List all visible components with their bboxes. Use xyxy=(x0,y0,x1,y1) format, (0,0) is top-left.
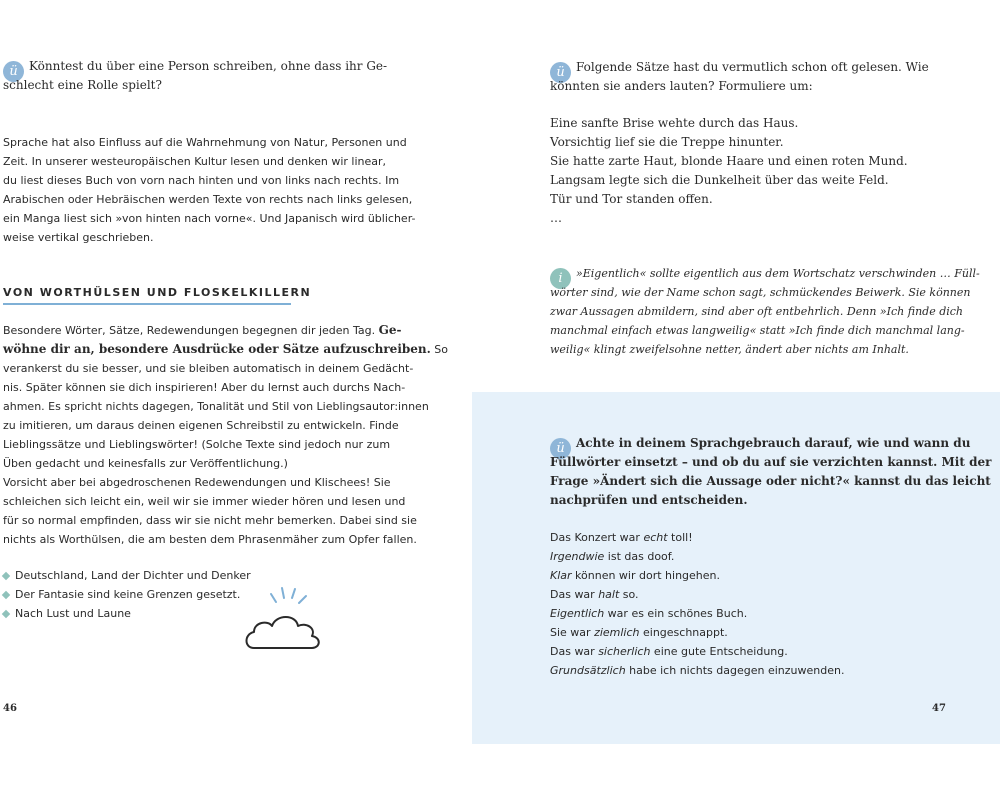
list-item: Grundsätzlich habe ich nichts dagegen einzuwenden. xyxy=(550,664,845,677)
cliche-list xyxy=(0,566,251,623)
list-item: Langsam legte sich die Dunkelheit über das weite Feld. xyxy=(550,173,889,187)
intro-paragraph: Sprache hat also Einfluss auf die Wahrnehmung von Natur, Personen und Zeit. In unserer westeuropäischen Kultur lesen und denken wir linear, du liest dieses Buch von vorn nach hinten und von links nach rechts. Im Arabischen oder Hebräischen werden Texte von rechts nach links gelesen, ein Manga liest sich »von hinten nach vorne«. Und Japanisch wird üblicher- weise vertikal geschrieben. xyxy=(3,136,416,244)
list-item: Das war sicherlich eine gute Entscheidung. xyxy=(550,645,788,658)
section-heading: VON WORTHÜLSEN UND FLOSKELKILLERN xyxy=(3,286,312,299)
heading-underline xyxy=(3,303,291,305)
list-item: Klar können wir dort hingehen. xyxy=(550,569,721,582)
diamond-bullet-icon xyxy=(2,571,10,579)
exercise-icon: ü xyxy=(3,61,24,82)
list-item: Irgendwie ist das doof. xyxy=(550,550,675,563)
list-item: Vorsichtig lief sie die Treppe hinunter. xyxy=(550,135,784,149)
diamond-bullet-icon xyxy=(2,590,10,598)
exercise-icon: ü xyxy=(550,62,571,83)
list-item: Sie hatte zarte Haut, blonde Haare und einen roten Mund. xyxy=(550,154,908,168)
list-item: Das Konzert war echt toll! xyxy=(550,531,693,544)
list-item: … xyxy=(550,211,562,225)
exercise-icon: ü xyxy=(550,438,571,459)
example-sentences xyxy=(550,114,908,228)
page-number: 47 xyxy=(932,703,946,714)
box-instruction: ü Achte in deinem Sprachgebrauch darauf, wie und wann du Füllwörter einsetzt – und ob du auf sie verzichten kannst. Mit der Frage »Ändert sich die Aussage oder nicht?« kannst du das leicht nachprüfen und entscheiden. xyxy=(550,436,992,507)
reflection-question: ü Könntest du über eine Person schreiben, ohne dass ihr Ge- schlecht eine Rolle spielt? xyxy=(3,59,388,92)
list-item: Sie war ziemlich eingeschnappt. xyxy=(550,626,728,639)
diamond-bullet-icon xyxy=(2,609,10,617)
rewrite-exercise: ü Folgende Sätze hast du vermutlich schon oft gelesen. Wie könnten sie anders lauten? Formuliere um: xyxy=(550,60,929,93)
right-page xyxy=(472,0,1000,800)
list-item: Der Fantasie sind keine Grenzen gesetzt. xyxy=(0,585,251,604)
info-icon: i xyxy=(550,268,571,289)
list-item: Eigentlich war es ein schönes Buch. xyxy=(550,607,748,620)
body-paragraph: Besondere Wörter, Sätze, Redewendungen begegnen dir jeden Tag. Ge- wöhne dir an, besondere Ausdrücke oder Sätze aufzuschreiben. So verankerst du sie besser, und sie bleiben automatisch in deinem Gedächt- nis. Später können sie dich inspirieren! Aber du lernst auch durchs Nach- ahmen. Es spricht nichts dagegen, Tonalität und Stil von Lieblingsautor:innen zu imitieren, um daraus deinen eigenen Schreibstil zu entwickeln. Finde Lieblingssätze und Lieblingswörter! (Solche Texte sind jedoch nur zum Üben gedacht und keinesfalls zur Veröffentlichung.) Vorsicht aber bei abgedroschenen Redewendungen und Klischees! Sie schleichen sich leicht ein, weil wir sie immer wieder hören und lesen und für so normal empfinden, dass wir sie nicht mehr bemerken. Dabei sind sie nichts als Worthülsen, die am besten dem Phrasenmäher zum Opfer fallen. xyxy=(3,323,449,546)
cloud-icon xyxy=(240,584,330,656)
list-item: Eine sanfte Brise wehte durch das Haus. xyxy=(550,116,799,130)
info-note: i »Eigentlich« sollte eigentlich aus dem Wortschatz verschwinden … Füll- wörter sind, wie der Name schon sagt, schmückendes Beiwerk. Sie können zwar Aussagen abmildern, sind aber oft entbehrlich. Denn »Ich finde dich manchmal einfach etwas langweilig« statt »Ich finde dich manchmal lang- weilig« klingt zweifelsohne netter, ändert aber nichts am Inhalt. xyxy=(550,267,980,356)
list-item: Das war halt so. xyxy=(550,588,639,601)
list-item: Nach Lust und Laune xyxy=(0,604,251,623)
filler-word-examples xyxy=(550,528,844,680)
list-item: Deutschland, Land der Dichter und Denker xyxy=(0,566,251,585)
page-number: 46 xyxy=(3,703,17,714)
list-item: Tür und Tor standen offen. xyxy=(550,192,713,206)
left-page xyxy=(0,0,470,800)
